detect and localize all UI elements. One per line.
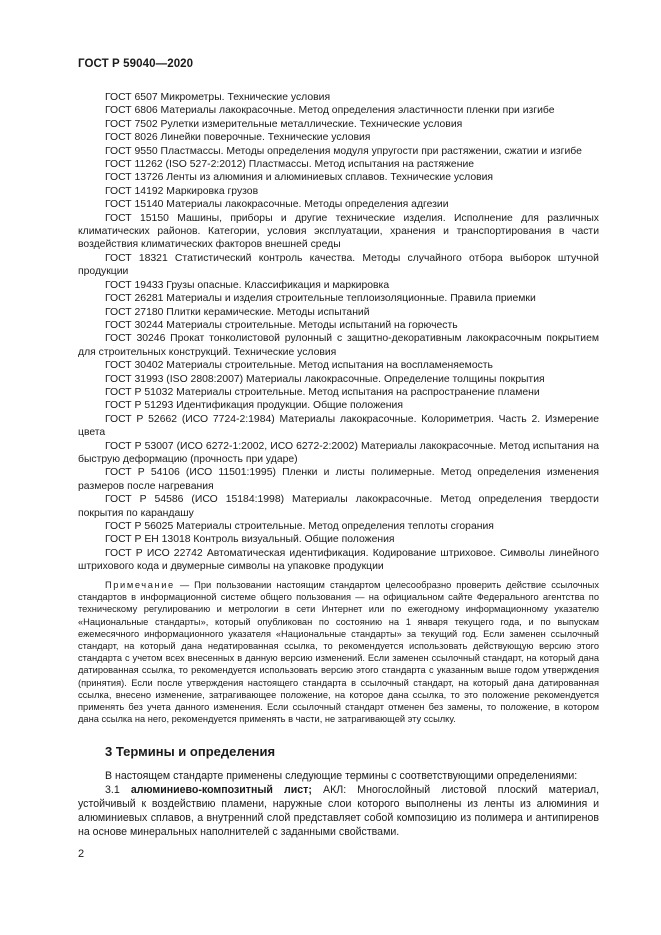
reference-item: ГОСТ Р 51293 Идентификация продукции. Общие положения <box>105 400 403 412</box>
term-definition: АКЛ: Многослойный листовой плоский материал, устойчивый к воздействию пламени, наружные слои которого выполнены из ленты из алюминия и алюминиевых сплавов, а внутренний слой представляет собой композицию из полимера и антипиренов на основе минеральных наполнителей с заданными свойствами. <box>78 783 600 838</box>
reference-item: ГОСТ Р ИСО 22742 Автоматическая идентификация. Кодирование штриховое. Символы линейного штрихового кода и двумерные символы на упаковке продукции <box>78 547 599 573</box>
section-intro: В настоящем стандарте применены следующие термины с соответствующими определениями: <box>105 770 578 782</box>
section-body <box>78 770 599 840</box>
note-block <box>78 579 599 725</box>
reference-item: ГОСТ Р 52662 (ИСО 7724-2:1984) Материалы лакокрасочные. Колориметрия. Часть 2. Измерение цвета <box>78 413 599 439</box>
reference-item: ГОСТ Р 54586 (ИСО 15184:1998) Материалы лакокрасочные. Метод определения твердости покрытия по карандашу <box>78 494 599 519</box>
reference-item: ГОСТ 19433 Грузы опасные. Классификация и маркировка <box>105 279 390 291</box>
reference-item: ГОСТ 30246 Прокат тонколистовой рулонный с защитно-декоративным лакокрасочным покрытием для строительных конструкций. Технические условия <box>78 333 599 358</box>
reference-item: ГОСТ 13726 Ленты из алюминия и алюминиевых сплавов. Технические условия <box>105 172 494 184</box>
reference-item: ГОСТ 27180 Плитки керамические. Методы испытаний <box>105 306 370 318</box>
reference-item: ГОСТ 9550 Пластмассы. Методы определения модуля упругости при растяжении, сжатии и изгибе <box>105 145 582 157</box>
term-definition-paragraph <box>78 784 599 840</box>
references-list <box>78 91 599 574</box>
reference-item: ГОСТ Р 51032 Материалы строительные. Метод испытания на распространение пламени <box>105 386 540 398</box>
reference-item: ГОСТ 11262 (ISO 527-2:2012) Пластмассы. Метод испытания на растяжение <box>105 159 475 171</box>
reference-item: ГОСТ 15140 Материалы лакокрасочные. Методы определения адгезии <box>105 199 449 211</box>
reference-item: ГОСТ 15150 Машины, приборы и другие технические изделия. Исполнение для различных климатических районов. Категории, условия эксплуатации, хранения и транспортирования в части воздействия климатических факторов внешней среды <box>78 212 599 251</box>
page-number: 2 <box>78 848 85 860</box>
reference-item: ГОСТ Р ЕН 13018 Контроль визуальный. Общие положения <box>105 534 395 546</box>
section-title: 3 Термины и определения <box>105 744 276 759</box>
reference-item: ГОСТ Р 53007 (ИСО 6272-1:2002, ИСО 6272-2:2002) Материалы лакокрасочные. Метод испытания на быструю деформацию (прочность при ударе) <box>78 440 599 465</box>
reference-item: ГОСТ 6507 Микрометры. Технические условия <box>105 92 331 103</box>
reference-item: ГОСТ 14192 Маркировка грузов <box>105 185 259 197</box>
reference-item: ГОСТ Р 56025 Материалы строительные. Метод определения теплоты сгорания <box>105 521 494 532</box>
term-number: 3.1 <box>105 783 131 796</box>
note-label: Примечание <box>105 580 175 590</box>
reference-item: ГОСТ 18321 Статистический контроль качества. Методы случайного отбора выборок штучной продукции <box>78 252 599 278</box>
term-name: алюминиево-композитный лист; <box>130 783 312 796</box>
note-text: — При пользовании настоящим стандартом целесообразно проверить действие ссылочных стандартов в информационной системе общего пользования — на официальном сайте Федерального агентства по техническому регулированию и метрологии в сети Интернет или по ежегодному информационному указателю «Национальные стандарты», который опубликован по состоянию на 1 января текущего года, и по выпускам ежемесячного информационного указателя «Национальные стандарты» за текущий год. Если заменен ссылочный стандарт, на который дана недатированная ссылка, то рекомендуется использовать действующую версию этого стандарта с учетом всех внесенных в данную версию изменений. Если заменен ссылочный стандарт, на который дана датированная ссылка, то рекомендуется использовать версию этого стандарта с указанным выше годом утверждения (принятия). Если после утверждения настоящего стандарта в ссылочный стандарт, на который дана датированная ссылка, внесено изменение, затрагивающее положение, на которое дана ссылка, то это положение рекомендуется применять без учета данного изменения. Если ссылочный стандарт отменен без замены, то положение, в котором дана ссылка на него, рекомендуется применять в части, не затрагивающей эту ссылку. <box>78 580 599 725</box>
reference-item: ГОСТ Р 54106 (ИСО 11501:1995) Пленки и листы полимерные. Метод определения изменения размеров после нагревания <box>78 467 599 492</box>
reference-item: ГОСТ 26281 Материалы и изделия строительные теплоизоляционные. Правила приемки <box>105 293 536 305</box>
reference-item: ГОСТ 31993 (ISO 2808:2007) Материалы лакокрасочные. Определение толщины покрытия <box>105 373 545 385</box>
reference-item: ГОСТ 30244 Материалы строительные. Методы испытаний на горючесть <box>105 319 458 331</box>
reference-item: ГОСТ 8026 Линейки поверочные. Технические условия <box>105 132 371 144</box>
standard-header: ГОСТ Р 59040—2020 <box>78 58 194 70</box>
reference-item: ГОСТ 6806 Материалы лакокрасочные. Метод определения эластичности пленки при изгибе <box>105 105 555 117</box>
reference-item: ГОСТ 30402 Материалы строительные. Метод испытания на воспламеняемость <box>105 360 493 372</box>
reference-item: ГОСТ 7502 Рулетки измерительные металлические. Технические условия <box>105 118 463 130</box>
